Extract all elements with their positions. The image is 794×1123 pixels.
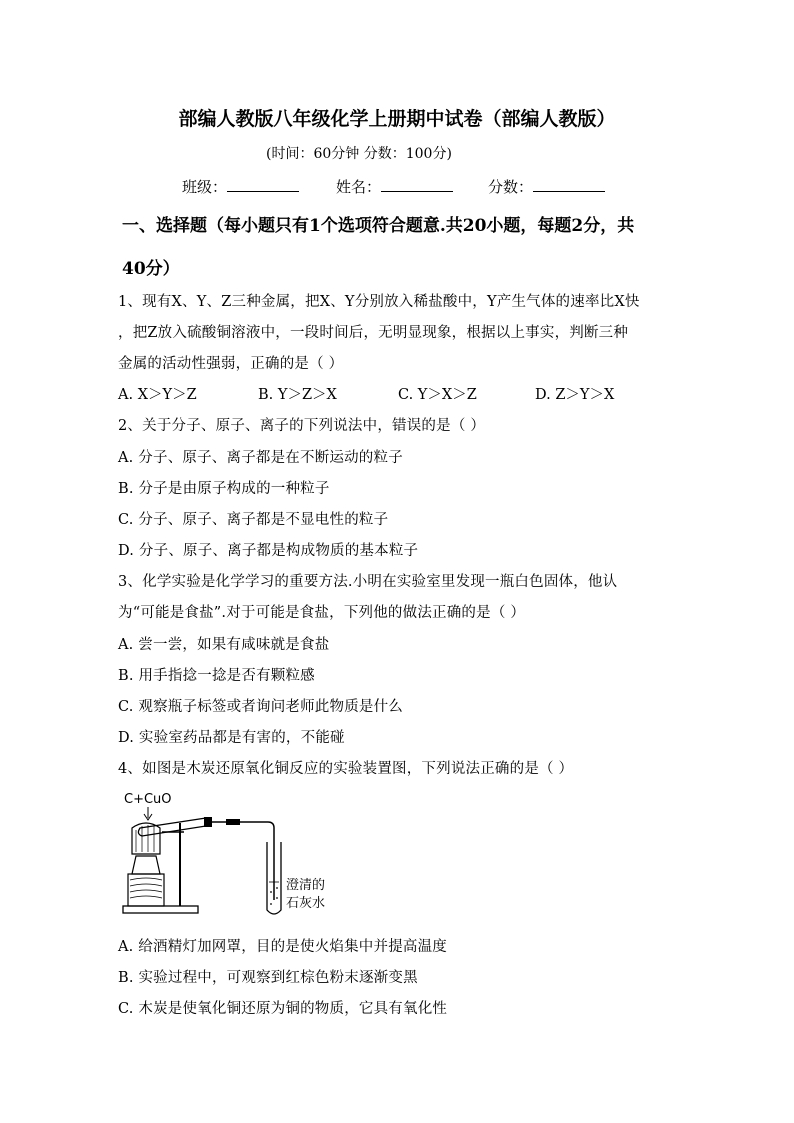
- q2-stem: 2、关于分子、原子、离子的下列说法中，错误的是（ ）: [118, 418, 486, 434]
- wood-grain: [130, 878, 162, 898]
- q4-option-c[interactable]: C. 木炭是使氧化铜还原为铜的物质，它具有氧化性: [118, 1001, 448, 1017]
- score-label: 分数：: [488, 178, 534, 196]
- q4-stem: 4、如图是木炭还原氧化铜反应的实验装置图，下列说法正确的是（ ）: [118, 761, 574, 777]
- name-field: [336, 176, 453, 197]
- q2-option-c[interactable]: C. 分子、原子、离子都是不显电性的粒子: [118, 512, 389, 528]
- name-blank[interactable]: [381, 177, 453, 192]
- q3-line2: 为“可能是食盐”.对于可能是食盐，下列他的做法正确的是（ ）: [118, 605, 526, 621]
- score-field: [488, 176, 605, 197]
- section-heading-line1: 一、选择题（每小题只有1个选项符合题意.共20小题，每题2分，共: [122, 216, 635, 236]
- class-blank[interactable]: [227, 177, 299, 192]
- q1-option-a[interactable]: A. X＞Y＞Z: [118, 387, 197, 403]
- q3-option-a[interactable]: A. 尝一尝，如果有咸味就是食盐: [118, 637, 330, 653]
- q3-option-d[interactable]: D. 实验室药品都是有害的，不能碰: [118, 730, 345, 746]
- q2-option-d[interactable]: D. 分子、原子、离子都是构成物质的基本粒子: [118, 543, 419, 559]
- solution-label-line1: 澄清的: [286, 878, 326, 893]
- q4-option-b[interactable]: B. 实验过程中，可观察到红棕色粉末逐渐变黑: [118, 970, 418, 986]
- q1-line3: 金属的活动性强弱，正确的是（ ）: [118, 356, 344, 372]
- rubber-connector: [226, 819, 240, 825]
- score-blank[interactable]: [533, 177, 605, 192]
- q1-line1: 1、现有X、Y、Z三种金属，把X、Y分别放入稀盐酸中，Y产生气体的速率比X快: [118, 294, 640, 310]
- q3-option-c[interactable]: C. 观察瓶子标签或者询问老师此物质是什么: [118, 699, 403, 715]
- q1-line2: ，把Z放入硫酸铜溶液中，一段时间后，无明显现象，根据以上事实，判断三种: [118, 325, 629, 341]
- stopper: [204, 817, 212, 827]
- test-tube: [138, 818, 206, 836]
- reactants-label: C+CuO: [124, 792, 172, 807]
- q2-option-a[interactable]: A. 分子、原子、离子都是在不断运动的粒子: [118, 450, 403, 466]
- class-field: [182, 176, 299, 197]
- q1-option-c[interactable]: C. Y＞X＞Z: [398, 387, 477, 403]
- solution-label-line2: 石灰水: [286, 896, 326, 911]
- alcohol-lamp: [132, 856, 160, 874]
- q1-option-b[interactable]: B. Y＞Z＞X: [258, 387, 337, 403]
- q2-option-b[interactable]: B. 分子是由原子构成的一种粒子: [118, 481, 330, 497]
- exam-time-score: (时间：60分钟 分数：100分): [266, 146, 452, 162]
- page-title: 部编人教版八年级化学上册期中试卷（部编人教版）: [178, 108, 616, 130]
- stand-base: [123, 906, 198, 913]
- q1-option-d[interactable]: D. Z＞Y＞X: [535, 387, 615, 403]
- q3-option-b[interactable]: B. 用手指捻一捻是否有颗粒感: [118, 668, 315, 684]
- q3-line1: 3、化学实验是化学学习的重要方法.小明在实验室里发现一瓶白色固体，他认: [118, 574, 618, 590]
- q4-option-a[interactable]: A. 给酒精灯加网罩，目的是使火焰集中并提高温度: [118, 939, 447, 955]
- delivery-tube: [212, 822, 274, 900]
- class-label: 班级：: [182, 178, 228, 196]
- name-label: 姓名：: [336, 178, 382, 196]
- apparatus-diagram: [118, 788, 348, 920]
- section-heading-line2: 40分）: [122, 259, 180, 279]
